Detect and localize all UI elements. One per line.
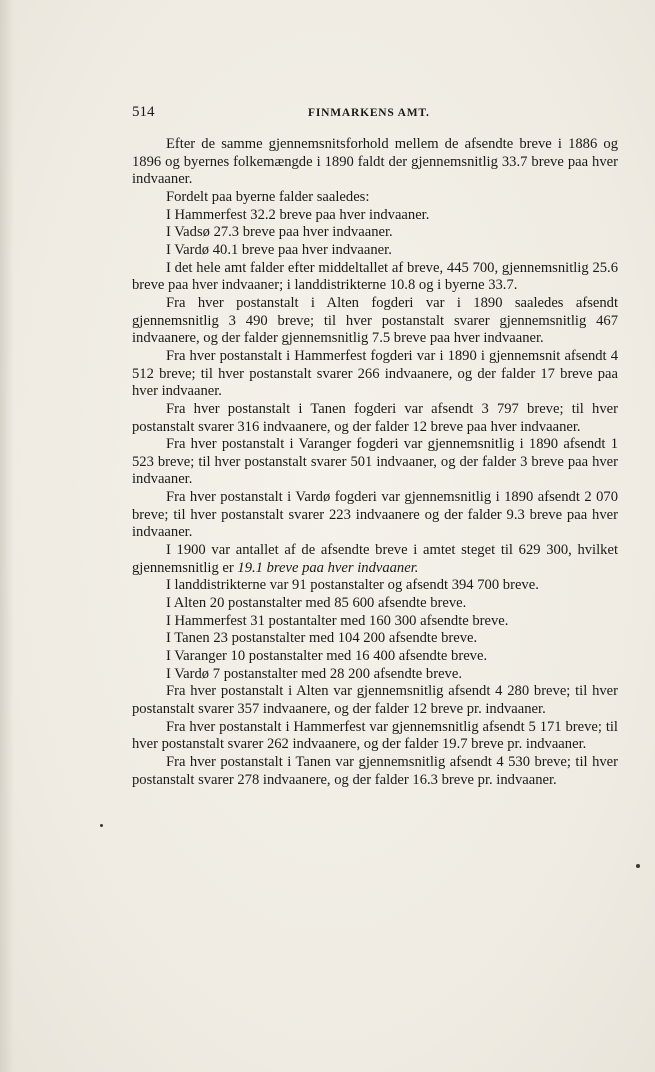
page-header: [132, 104, 618, 124]
page-number: 514: [132, 104, 155, 120]
list-item: I Vadsø 27.3 breve paa hver indvaaner.: [166, 224, 393, 241]
paragraph-avg-cities: Efter de samme gjennemsnitsforhold mellem de afsendte breve i 1886 og 1896 og byernes folkemængde i 1890 faldt der gjennemsnitlig 33.7 breve paa hver indvaaner.: [132, 136, 618, 188]
print-speck: [100, 824, 103, 827]
body-text: [132, 136, 618, 789]
paragraph-vardo-fogderi: Fra hver postanstalt i Vardø fogderi var gjennemsnitlig i 1890 afsendt 2 070 breve; til hver postanstalt svarer 223 indvaanere og der falder 9.3 breve paa hver indvaaner.: [132, 489, 618, 541]
paragraph-hammerfest: Fra hver postanstalt i Hammerfest var gjennemsnitlig afsendt 5 171 breve; til hver postanstalt svarer 262 indvaanere, og der falder 19.7 breve pr. indvaaner.: [132, 718, 618, 753]
paragraph-intro-cities: Fordelt paa byerne falder saaledes:: [166, 188, 370, 205]
paragraph-landdistrikter: I landdistrikterne var 91 postanstalter og afsendt 394 700 breve.: [166, 577, 539, 594]
list-item: I Hammerfest 31 postantalter med 160 300 afsendte breve.: [166, 612, 509, 629]
emphasis-text: 19.1 breve paa hver indvaaner.: [237, 559, 419, 576]
paragraph-alten-fogderi: Fra hver postanstalt i Alten fogderi var i 1890 saaledes afsendt gjennemsnitlig 3 490 breve; til hver postanstalt svarer gjennemsnitlig 467 indvaanere, og der falder gjennemsnitlig 7.5 breve paa hver indvaaner.: [132, 294, 618, 347]
list-item: I Hammerfest 32.2 breve paa hver indvaaner.: [166, 206, 430, 223]
paragraph-varanger-fogderi: Fra hver postanstalt i Varanger fogderi var gjennemsnitlig i 1890 afsendt 1 523 breve; til hver postanstalt svarer 501 indvaaner, og der falder 3 breve paa hver indvaaner.: [132, 436, 618, 488]
paragraph-tanen-fogderi: Fra hver postanstalt i Tanen fogderi var afsendt 3 797 breve; til hver postanstalt svarer 316 indvaanere, og der falder 12 breve paa hver indvaaner.: [132, 400, 618, 435]
paragraph-tanen: Fra hver postanstalt i Tanen var gjennemsnitlig afsendt 4 530 breve; til hver postanstalt svarer 278 indvaanere, og der falder 16.3 breve pr. indvaaner.: [132, 753, 618, 788]
list-item: I Alten 20 postanstalter med 85 600 afsendte breve.: [166, 595, 467, 612]
paragraph-alten: Fra hver postanstalt i Alten var gjennemsnitlig afsendt 4 280 breve; til hver postanstalt svarer 357 indvaanere, og der falder 12 breve pr. indvaaner.: [132, 683, 618, 717]
list-item: I Varanger 10 postanstalter med 16 400 afsendte breve.: [166, 648, 488, 665]
running-head: FINMARKENS AMT.: [308, 107, 430, 119]
paragraph-whole-amt: I det hele amt falder efter middeltallet af breve, 445 700, gjennemsnitlig 25.6 breve paa hver indvaaner; i landdistrikterne 10.8 og i byerne 33.7.: [132, 259, 618, 294]
paragraph-1900: I 1900 var antallet af de afsendte breve i amtet steget til 629 300, hvilket gjennemsnitlig er 19.1 breve paa hver indvaaner.: [132, 542, 618, 576]
paragraph-hammerfest-fogderi: Fra hver postanstalt i Hammerfest fogderi var i 1890 i gjennemsnit afsendt 4 512 breve; til hver postanstalt svarer 266 indvaanere, og der falder 17 breve paa hver indvaaner.: [132, 347, 618, 400]
print-speck: [636, 864, 640, 868]
list-item: I Tanen 23 postanstalter med 104 200 afsendte breve.: [166, 630, 478, 647]
page-edge-shadow: [0, 0, 14, 1072]
list-item: I Vardø 40.1 breve paa hver indvaaner.: [166, 241, 392, 258]
list-item: I Vardø 7 postanstalter med 28 200 afsendte breve.: [166, 665, 462, 682]
